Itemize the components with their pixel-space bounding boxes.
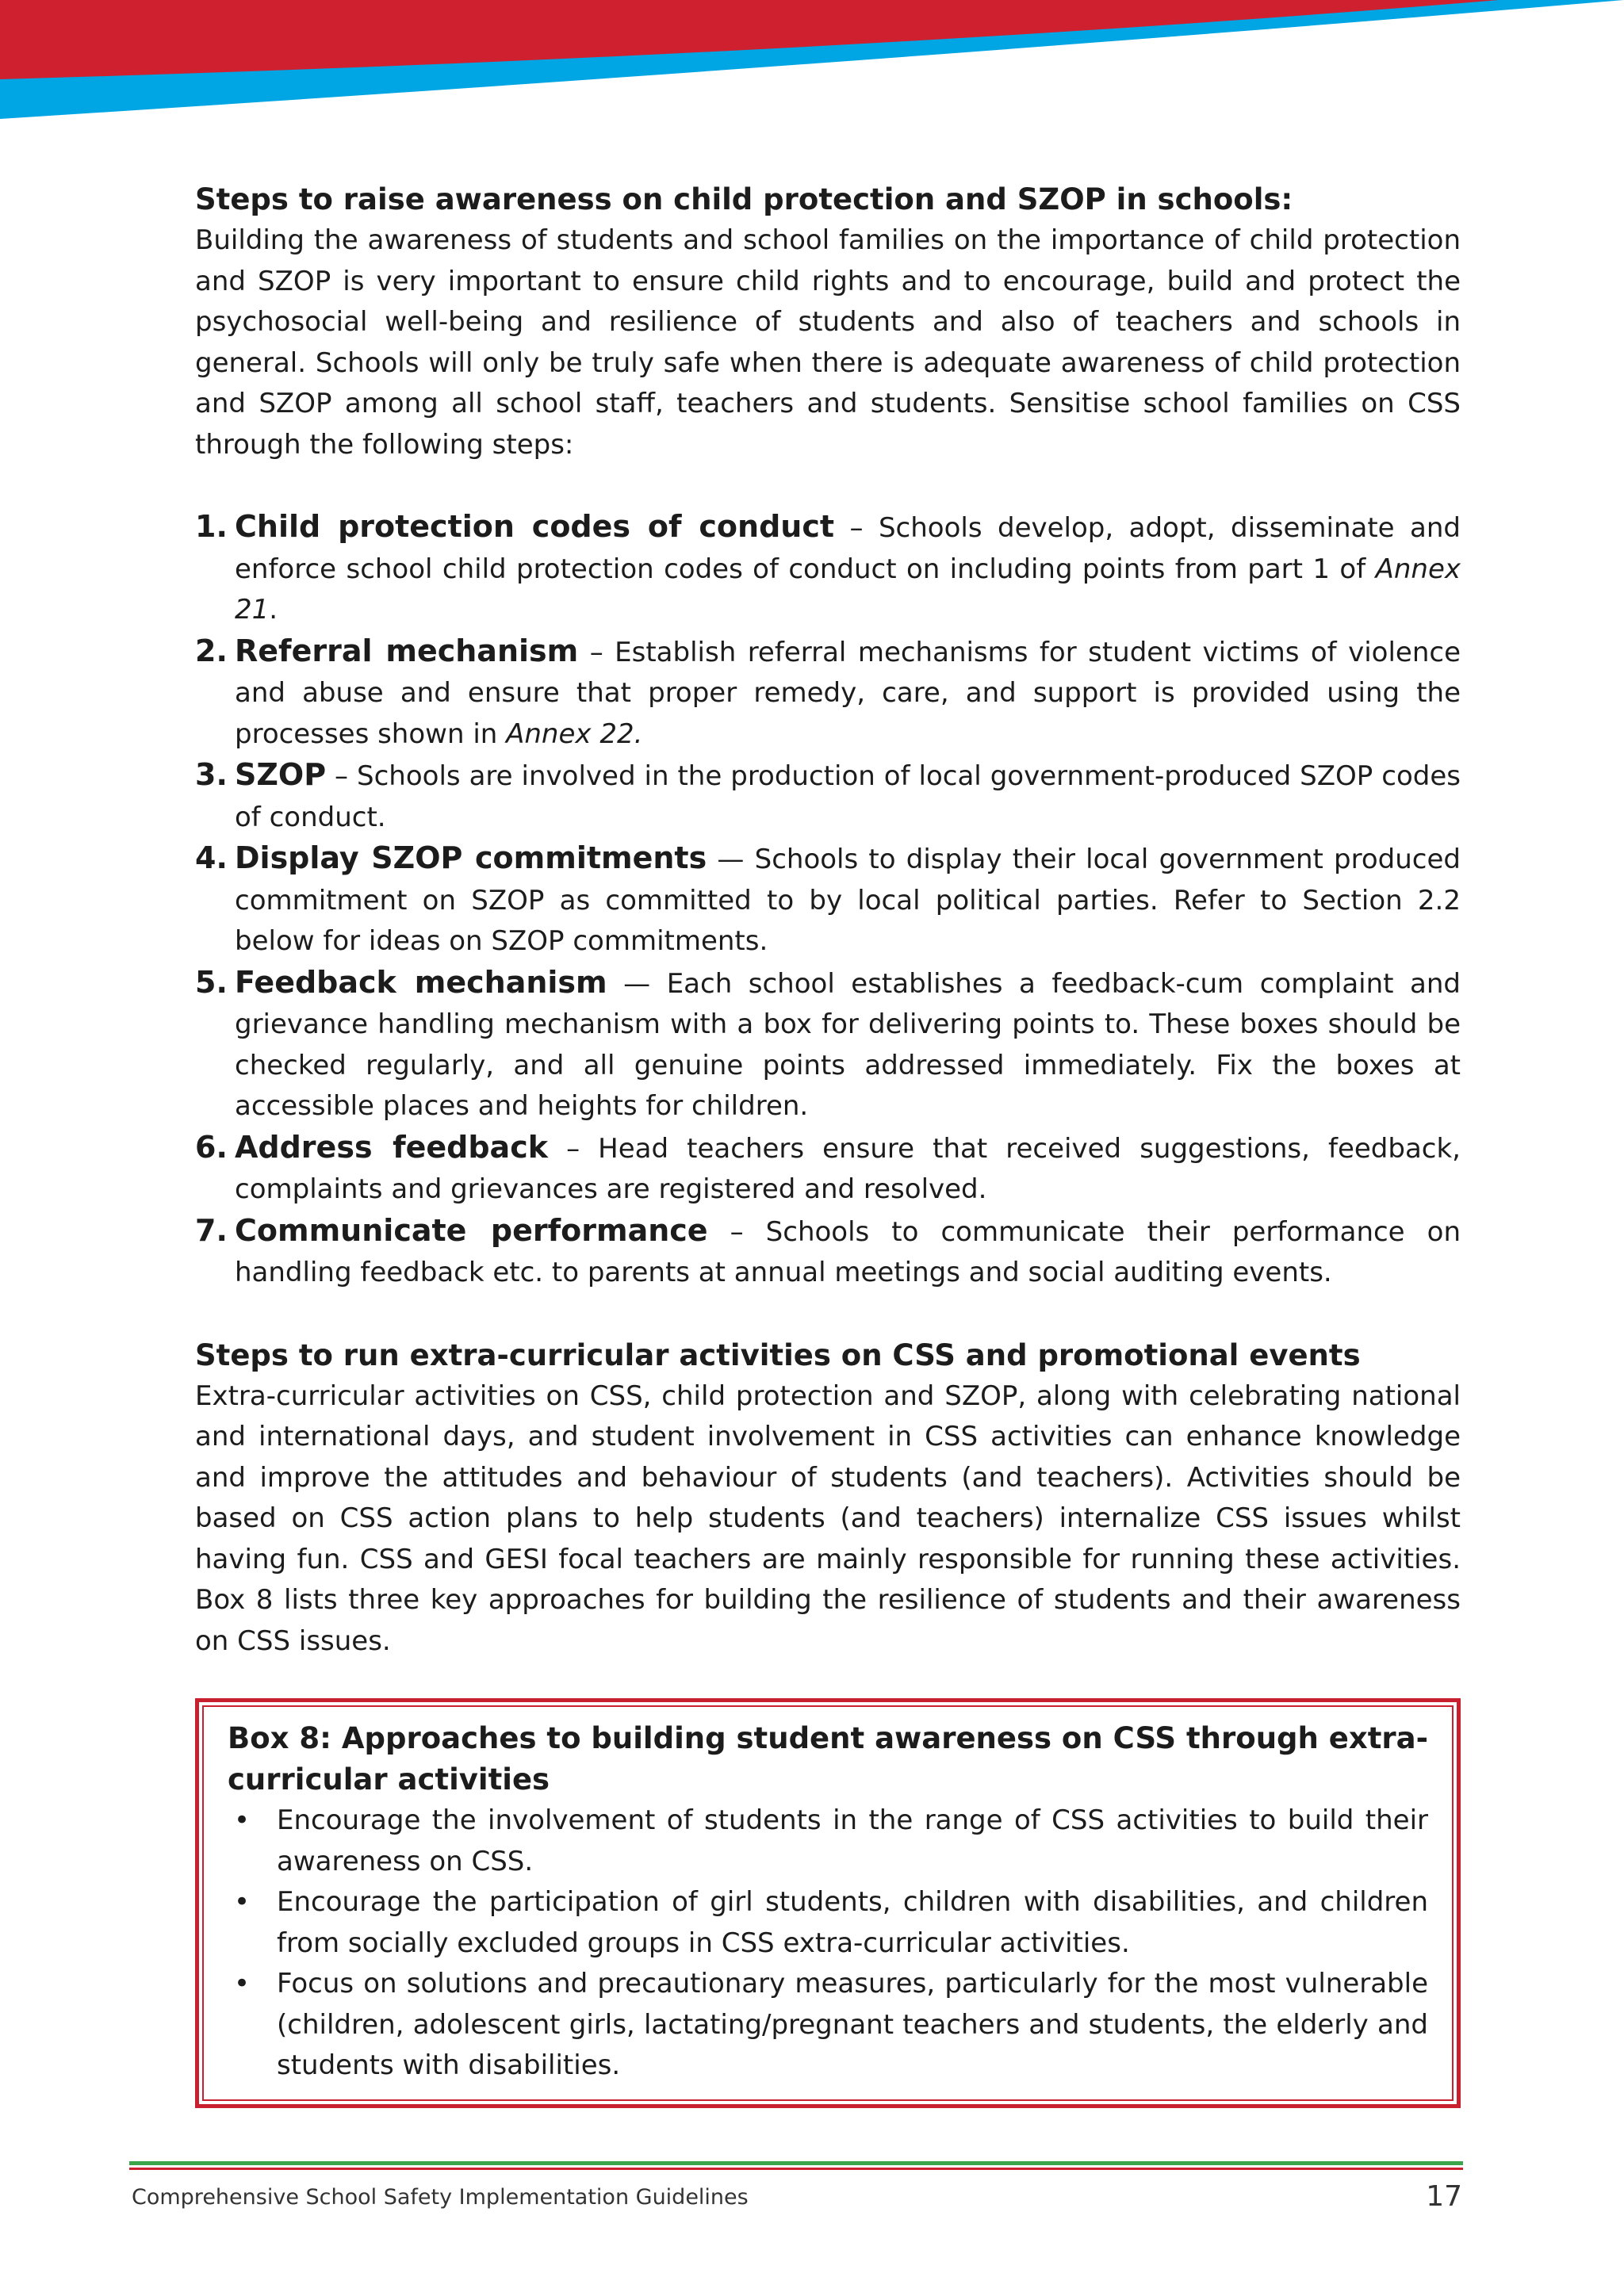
step-title: SZOP [235, 757, 327, 792]
step-number: 6. [195, 1129, 228, 1165]
annex-reference: Annex 21 [235, 553, 1461, 626]
list-item [195, 1211, 1461, 1294]
step-number: 3. [195, 757, 228, 792]
step-text: – Schools to communicate their performance on handling feedback etc. to parents at annual meetings and social auditing events. [235, 1215, 1461, 1288]
footer-green-line [129, 2161, 1463, 2165]
box-8-title: Box 8: Approaches to building student awareness on CSS through extra-curricular activities [228, 1721, 1428, 1797]
list-item [195, 962, 1461, 1127]
page-content [195, 179, 1461, 2108]
list-item [195, 631, 1461, 756]
list-item [195, 755, 1461, 838]
step-text: — Each school establishes a feedback-cum complaint and grievance handling mechanism with a box for delivering points to. These boxes should be checked regularly, and all genuine points addressed immediately. Fix the boxes at accessible places and heights for children. [235, 967, 1461, 1122]
bullet-icon: • [234, 1886, 251, 1918]
step-title: Communicate performance [235, 1212, 708, 1248]
step-title: Child protection codes of conduct [235, 509, 835, 544]
footer-red-line [129, 2168, 1463, 2170]
bullet-icon: • [234, 1968, 251, 1999]
step-text: – Establish referral mechanisms for student victims of violence and abuse and ensure that proper remedy, care, and support is provided using the processes shown in [235, 636, 1461, 750]
awareness-intro-paragraph: Building the awareness of students and school families on the importance of child protection and SZOP is very important to ensure child rights and to encourage, build and protect the psychosocial well-being and resilience of students and also of teachers and schools in general. Schools will only be truly safe when there is adequate awareness of child protection and SZOP among all school staff, teachers and students. Sensitise school families on CSS through the following steps: [195, 224, 1461, 461]
header-swoosh-banner [0, 0, 1624, 127]
box-8-bullet-list [228, 1800, 1428, 2087]
box-8 [195, 1698, 1461, 2108]
step-title: Display SZOP commitments [235, 840, 707, 875]
section-heading-extracurricular: Steps to run extra-curricular activities on CSS and promotional events [195, 1337, 1361, 1372]
bullet-text: Encourage the participation of girl students, children with disabilities, and children from socially excluded groups in CSS extra-curricular activities. [277, 1886, 1428, 1959]
step-number: 2. [195, 633, 228, 668]
step-text: – Schools develop, adopt, disseminate and enforce school child protection codes of conduct on including points from part 1 of [235, 512, 1461, 585]
annex-reference: Annex 22. [506, 718, 643, 750]
step-number: 1. [195, 509, 228, 544]
footer-divider [129, 2161, 1463, 2171]
bullet-text: Focus on solutions and precautionary measures, particularly for the most vulnerable (children, adolescent girls, lactating/pregnant teachers and students, the elderly and students with disabilities. [277, 1968, 1428, 2081]
list-item [228, 1800, 1428, 1882]
awareness-steps-list [195, 507, 1461, 1294]
step-number: 5. [195, 964, 228, 1000]
step-title: Feedback mechanism [235, 964, 607, 1000]
page-number: 17 [1426, 2180, 1462, 2213]
extracurricular-paragraph: Extra-curricular activities on CSS, child protection and SZOP, along with celebrating national and international days, and student involvement in CSS activities can enhance knowledge and improve the attitudes and behaviour of students (and teachers). Activities should be based on CSS action plans to help students (and teachers) internalize CSS issues whilst having fun. CSS and GESI focal teachers are mainly responsible for running these activities. Box 8 lists three key approaches for building the resilience of students and their awareness on CSS issues. [195, 1380, 1461, 1657]
list-item [195, 1127, 1461, 1211]
list-item [195, 838, 1461, 962]
footer-document-title: Comprehensive School Safety Implementation Guidelines [132, 2185, 749, 2210]
list-item [228, 1964, 1428, 2087]
step-title: Address feedback [235, 1129, 548, 1165]
list-item [228, 1882, 1428, 1964]
step-text: – Head teachers ensure that received suggestions, feedback, complaints and grievances are registered and resolved. [235, 1132, 1461, 1205]
bullet-icon: • [234, 1804, 251, 1836]
box-8-inner [202, 1705, 1454, 2101]
extracurricular-section [195, 1335, 1461, 1663]
step-end: . [269, 594, 278, 626]
list-item [195, 507, 1461, 631]
step-text: — Schools to display their local government produced commitment on SZOP as committed to by local political parties. Refer to Section 2.2 below for ideas on SZOP commitments. [235, 844, 1461, 957]
step-title: Referral mechanism [235, 633, 579, 668]
step-number: 4. [195, 840, 228, 875]
section-heading-awareness: Steps to raise awareness on child protection and SZOP in schools: [195, 182, 1293, 216]
step-text: – Schools are involved in the production of local government-produced SZOP codes of conduct. [235, 760, 1461, 833]
bullet-text: Encourage the involvement of students in the range of CSS activities to build their awareness on CSS. [277, 1804, 1428, 1877]
step-number: 7. [195, 1212, 228, 1248]
